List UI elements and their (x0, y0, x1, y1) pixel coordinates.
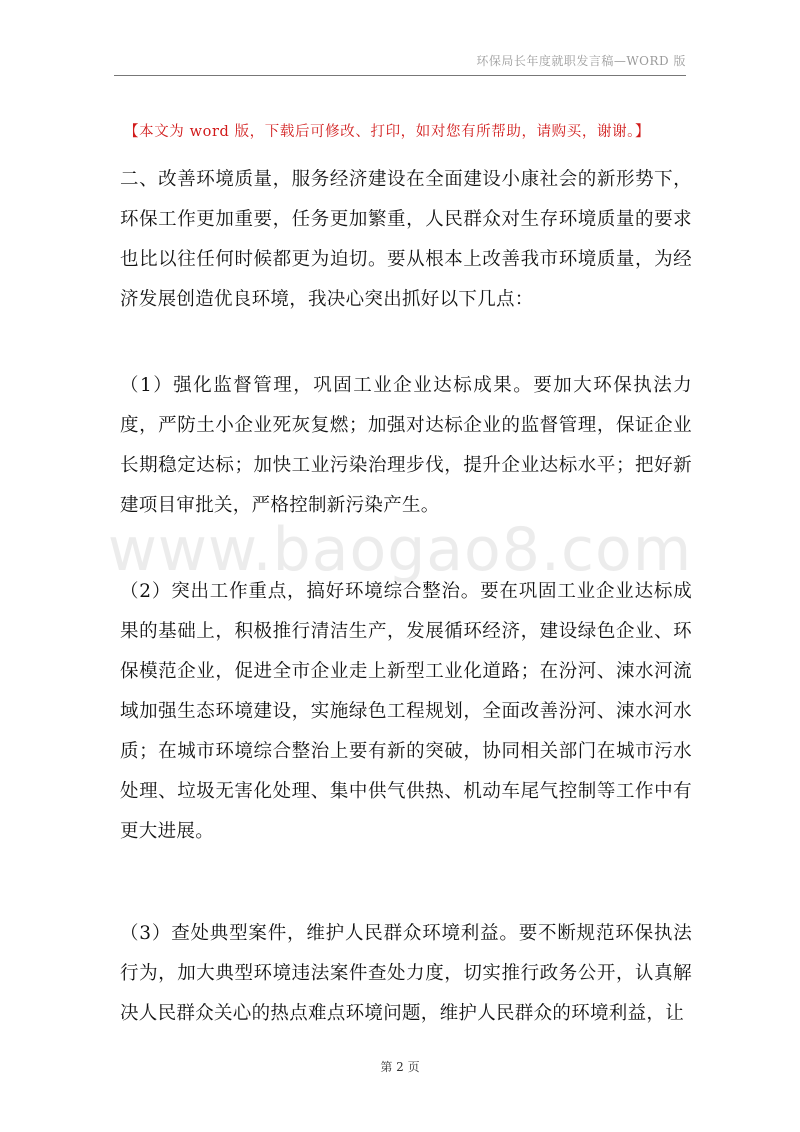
page-number: 第 2 页 (380, 1060, 420, 1074)
watermark: www.baogao8.com (107, 515, 693, 585)
paragraph-item-1: （1）强化监督管理，巩固工业企业达标成果。要加大环保执法力度，严防土小企业死灰复燃；加强对达标企业的监督管理，保证企业长期稳定达标；加快工业污染治理步伐，提升企业达标水平；把好新建项目审批关，严格控制新污染产生。 (120, 375, 692, 516)
paragraph-item-3: （3）查处典型案件，维护人民群众环境利益。要不断规范环保执法行为，加大典型环境违法案件查处力度，切实推行政务公开，认真解决人民群众关心的热点难点环境问题，维护人民群众的环境利益，让 (120, 923, 692, 1024)
document-header-title: 环保局长年度就职发言稿—WORD 版 (476, 54, 686, 68)
paragraph-item-2: （2）突出工作重点，搞好环境综合整治。要在巩固工业企业达标成果的基础上，积极推行清洁生产，发展循环经济，建设绿色企业、环保模范企业，促进全市企业走上新型工业化道路；在汾河、涑水河流域加强生态环境建设，实施绿色工程规划，全面改善汾河、涑水河水质；在城市环境综合整治上要有新的突破，协同相关部门在城市污水处理、垃圾无害化处理、集中供气供热、机动车尾气控制等工作中有更大进展。 (120, 581, 692, 842)
header-divider (114, 75, 686, 76)
purchase-notice: 【本文为 word 版，下载后可修改、打印，如对您有所帮助，请购买，谢谢。】 (124, 124, 651, 140)
paragraph-intro: 二、改善环境质量，服务经济建设在全面建设小康社会的新形势下，环保工作更加重要，任务更加繁重，人民群众对生存环境质量的要求也比以往任何时候都更为迫切。要从根本上改善我市环境质量，为经济发展创造优良环境，我决心突出抓好以下几点： (120, 169, 692, 310)
